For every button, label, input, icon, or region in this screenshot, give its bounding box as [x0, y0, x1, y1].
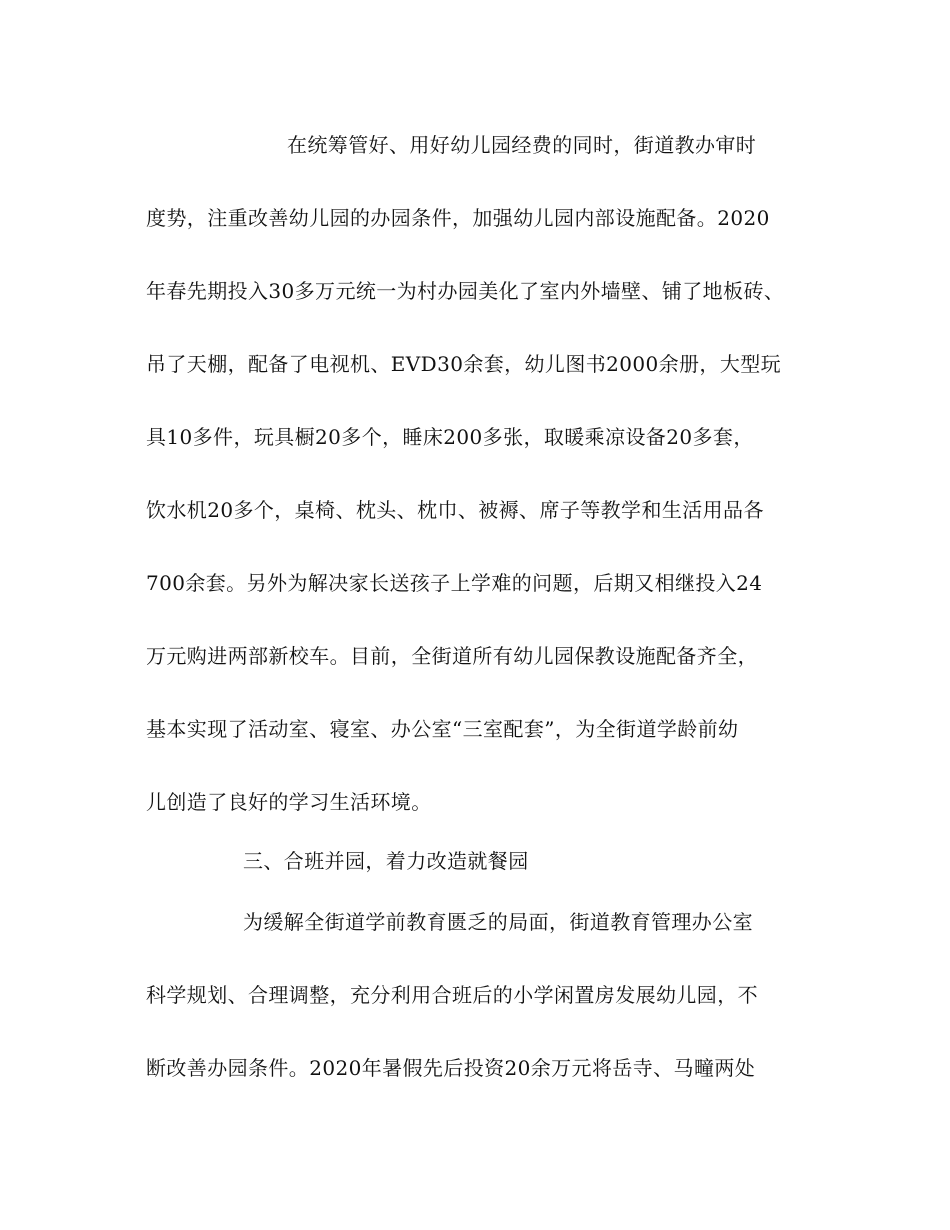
- section-heading: 三、合班并园，着力改造就餐园: [243, 849, 529, 873]
- paragraph-line: 在统筹管好、用好幼儿园经费的同时，街道教办审时: [287, 133, 757, 157]
- paragraph-line: 万元购进两部新校车。目前，全街道所有幼儿园保教设施配备齐全，: [146, 644, 758, 668]
- paragraph-line: 为缓解全街道学前教育匮乏的局面，街道教育管理办公室: [243, 910, 753, 934]
- paragraph-line: 度势，注重改善幼儿园的办园条件，加强幼儿园内部设施配备。2020: [146, 206, 770, 230]
- paragraph-line: 700余套。另外为解决家长送孩子上学难的问题，后期又相继投入24: [146, 571, 763, 595]
- paragraph-line: 具10多件，玩具橱20多个，睡床200多张，取暖乘凉设备20多套，: [146, 425, 754, 449]
- paragraph-line: 科学规划、合理调整，充分利用合班后的小学闲置房发展幼儿园，不: [146, 983, 758, 1007]
- paragraph-line: 基本实现了活动室、寝室、办公室“三室配套”，为全街道学龄前幼: [146, 717, 739, 741]
- paragraph-line: 饮水机20多个，桌椅、枕头、枕巾、被褥、席子等教学和生活用品各: [146, 498, 764, 522]
- paragraph-line: 断改善办园条件。2020年暑假先后投资20余万元将岳寺、马疃两处: [146, 1056, 756, 1080]
- paragraph-line: 儿创造了良好的学习生活环境。: [146, 790, 432, 814]
- paragraph-line: 吊了天棚，配备了电视机、EVD30余套，幼儿图书2000余册，大型玩: [146, 352, 782, 376]
- paragraph-line: 年春先期投入30多万元统一为村办园美化了室内外墙壁、铺了地板砖、: [146, 279, 785, 303]
